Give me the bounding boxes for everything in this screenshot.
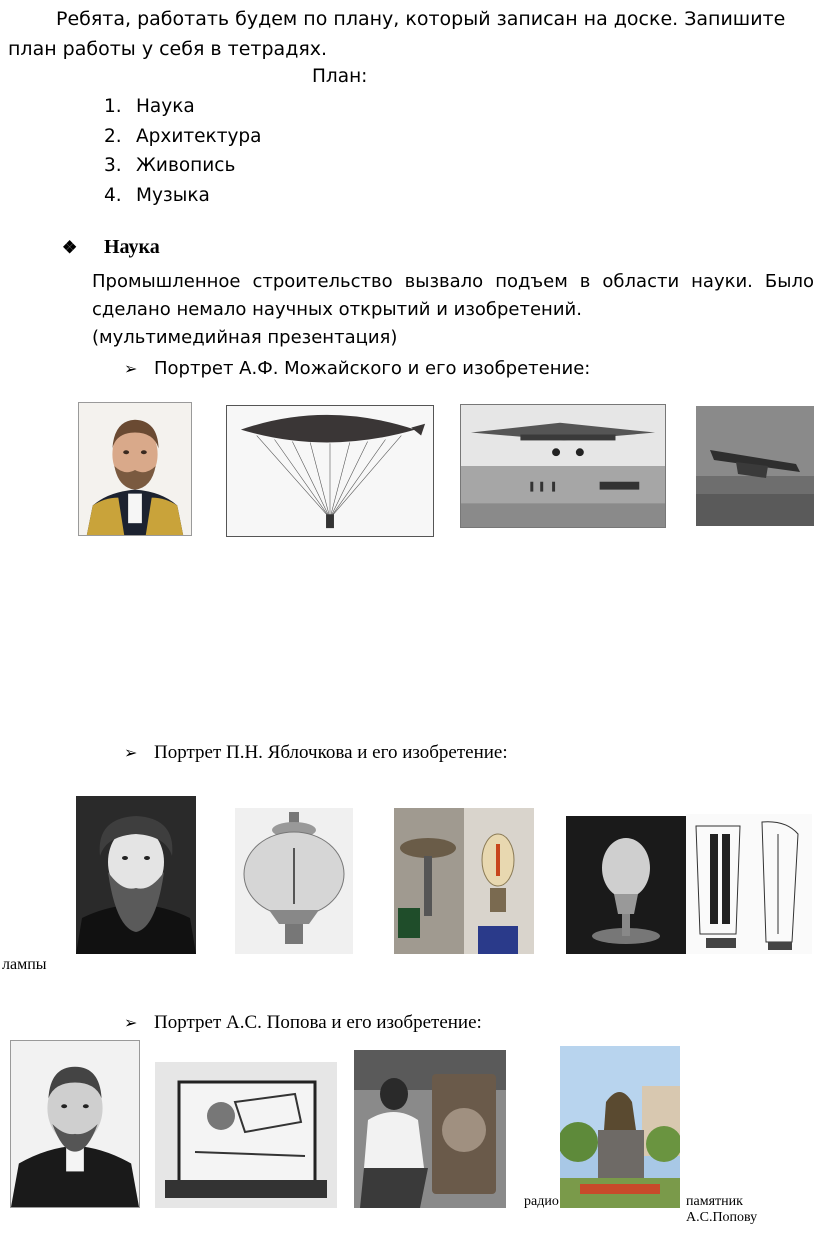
plan-item-number: 2. — [104, 125, 122, 147]
arrow-bullet-icon: ➢ — [124, 359, 138, 378]
mozhaysky-airship-image — [226, 405, 434, 537]
arrow-bullet-icon: ➢ — [124, 1013, 138, 1032]
popov-radio-listener-image — [354, 1050, 506, 1208]
plan-item-number: 4. — [104, 184, 122, 206]
section-yablochkov-title — [124, 742, 508, 764]
section-title-label: Портрет А.С. Попова и его изобретение: — [154, 1012, 482, 1033]
science-text-note: (мультимедийная презентация) — [92, 327, 398, 348]
plan-item — [104, 92, 262, 122]
plan-item-label: Музыка — [136, 184, 210, 206]
arrow-bullet-icon: ➢ — [124, 743, 138, 762]
caption-lamps: лампы — [2, 956, 47, 973]
popov-monument-image — [560, 1046, 680, 1208]
yablochkov-candle-lamps-image — [394, 808, 534, 954]
intro-paragraph: Ребята, работать будем по плану, который записан на доске. Запишите план работы у себя в тетрадях. — [8, 8, 786, 60]
plan-item — [104, 122, 262, 152]
science-text — [92, 268, 814, 352]
mozhaysky-portrait-image — [78, 402, 192, 536]
popov-radio-receiver-image — [155, 1062, 337, 1208]
yablochkov-lamp-diagram-image — [686, 814, 812, 954]
mozhaysky-flight-image — [696, 406, 814, 526]
science-text-main: Промышленное строительство вызвало подъем в области науки. Было сделано немало научных открытий и изобретений. — [92, 271, 814, 320]
yablochkov-bulb-image — [566, 816, 686, 954]
caption-monument: памятник А.С.Попову — [686, 1194, 758, 1225]
plan-item-number: 3. — [104, 155, 122, 176]
plan-list — [104, 92, 262, 210]
diamond-bullet-icon: ❖ — [62, 238, 78, 257]
plan-item-label: Архитектура — [136, 125, 262, 147]
section-title-label: Портрет П.Н. Яблочкова и его изобретение: — [154, 742, 508, 763]
section-title-label: Портрет А.Ф. Можайского и его изобретение: — [154, 358, 591, 379]
caption-radio: радио — [524, 1194, 559, 1209]
plan-item-label: Живопись — [136, 155, 236, 176]
yablochkov-lamp-globe-image — [235, 808, 353, 954]
plan-item — [104, 151, 262, 181]
popov-portrait-image — [10, 1040, 140, 1208]
science-heading — [62, 236, 160, 259]
section-popov-title — [124, 1012, 482, 1034]
section-mozhaysky-title — [124, 358, 590, 379]
plan-title: План: — [312, 66, 368, 87]
plan-item — [104, 181, 262, 211]
mozhaysky-airplane-image — [460, 404, 666, 528]
plan-item-number: 1. — [104, 96, 122, 117]
yablochkov-portrait-image — [76, 796, 196, 954]
science-heading-label: Наука — [104, 236, 160, 258]
plan-item-label: Наука — [136, 96, 195, 117]
